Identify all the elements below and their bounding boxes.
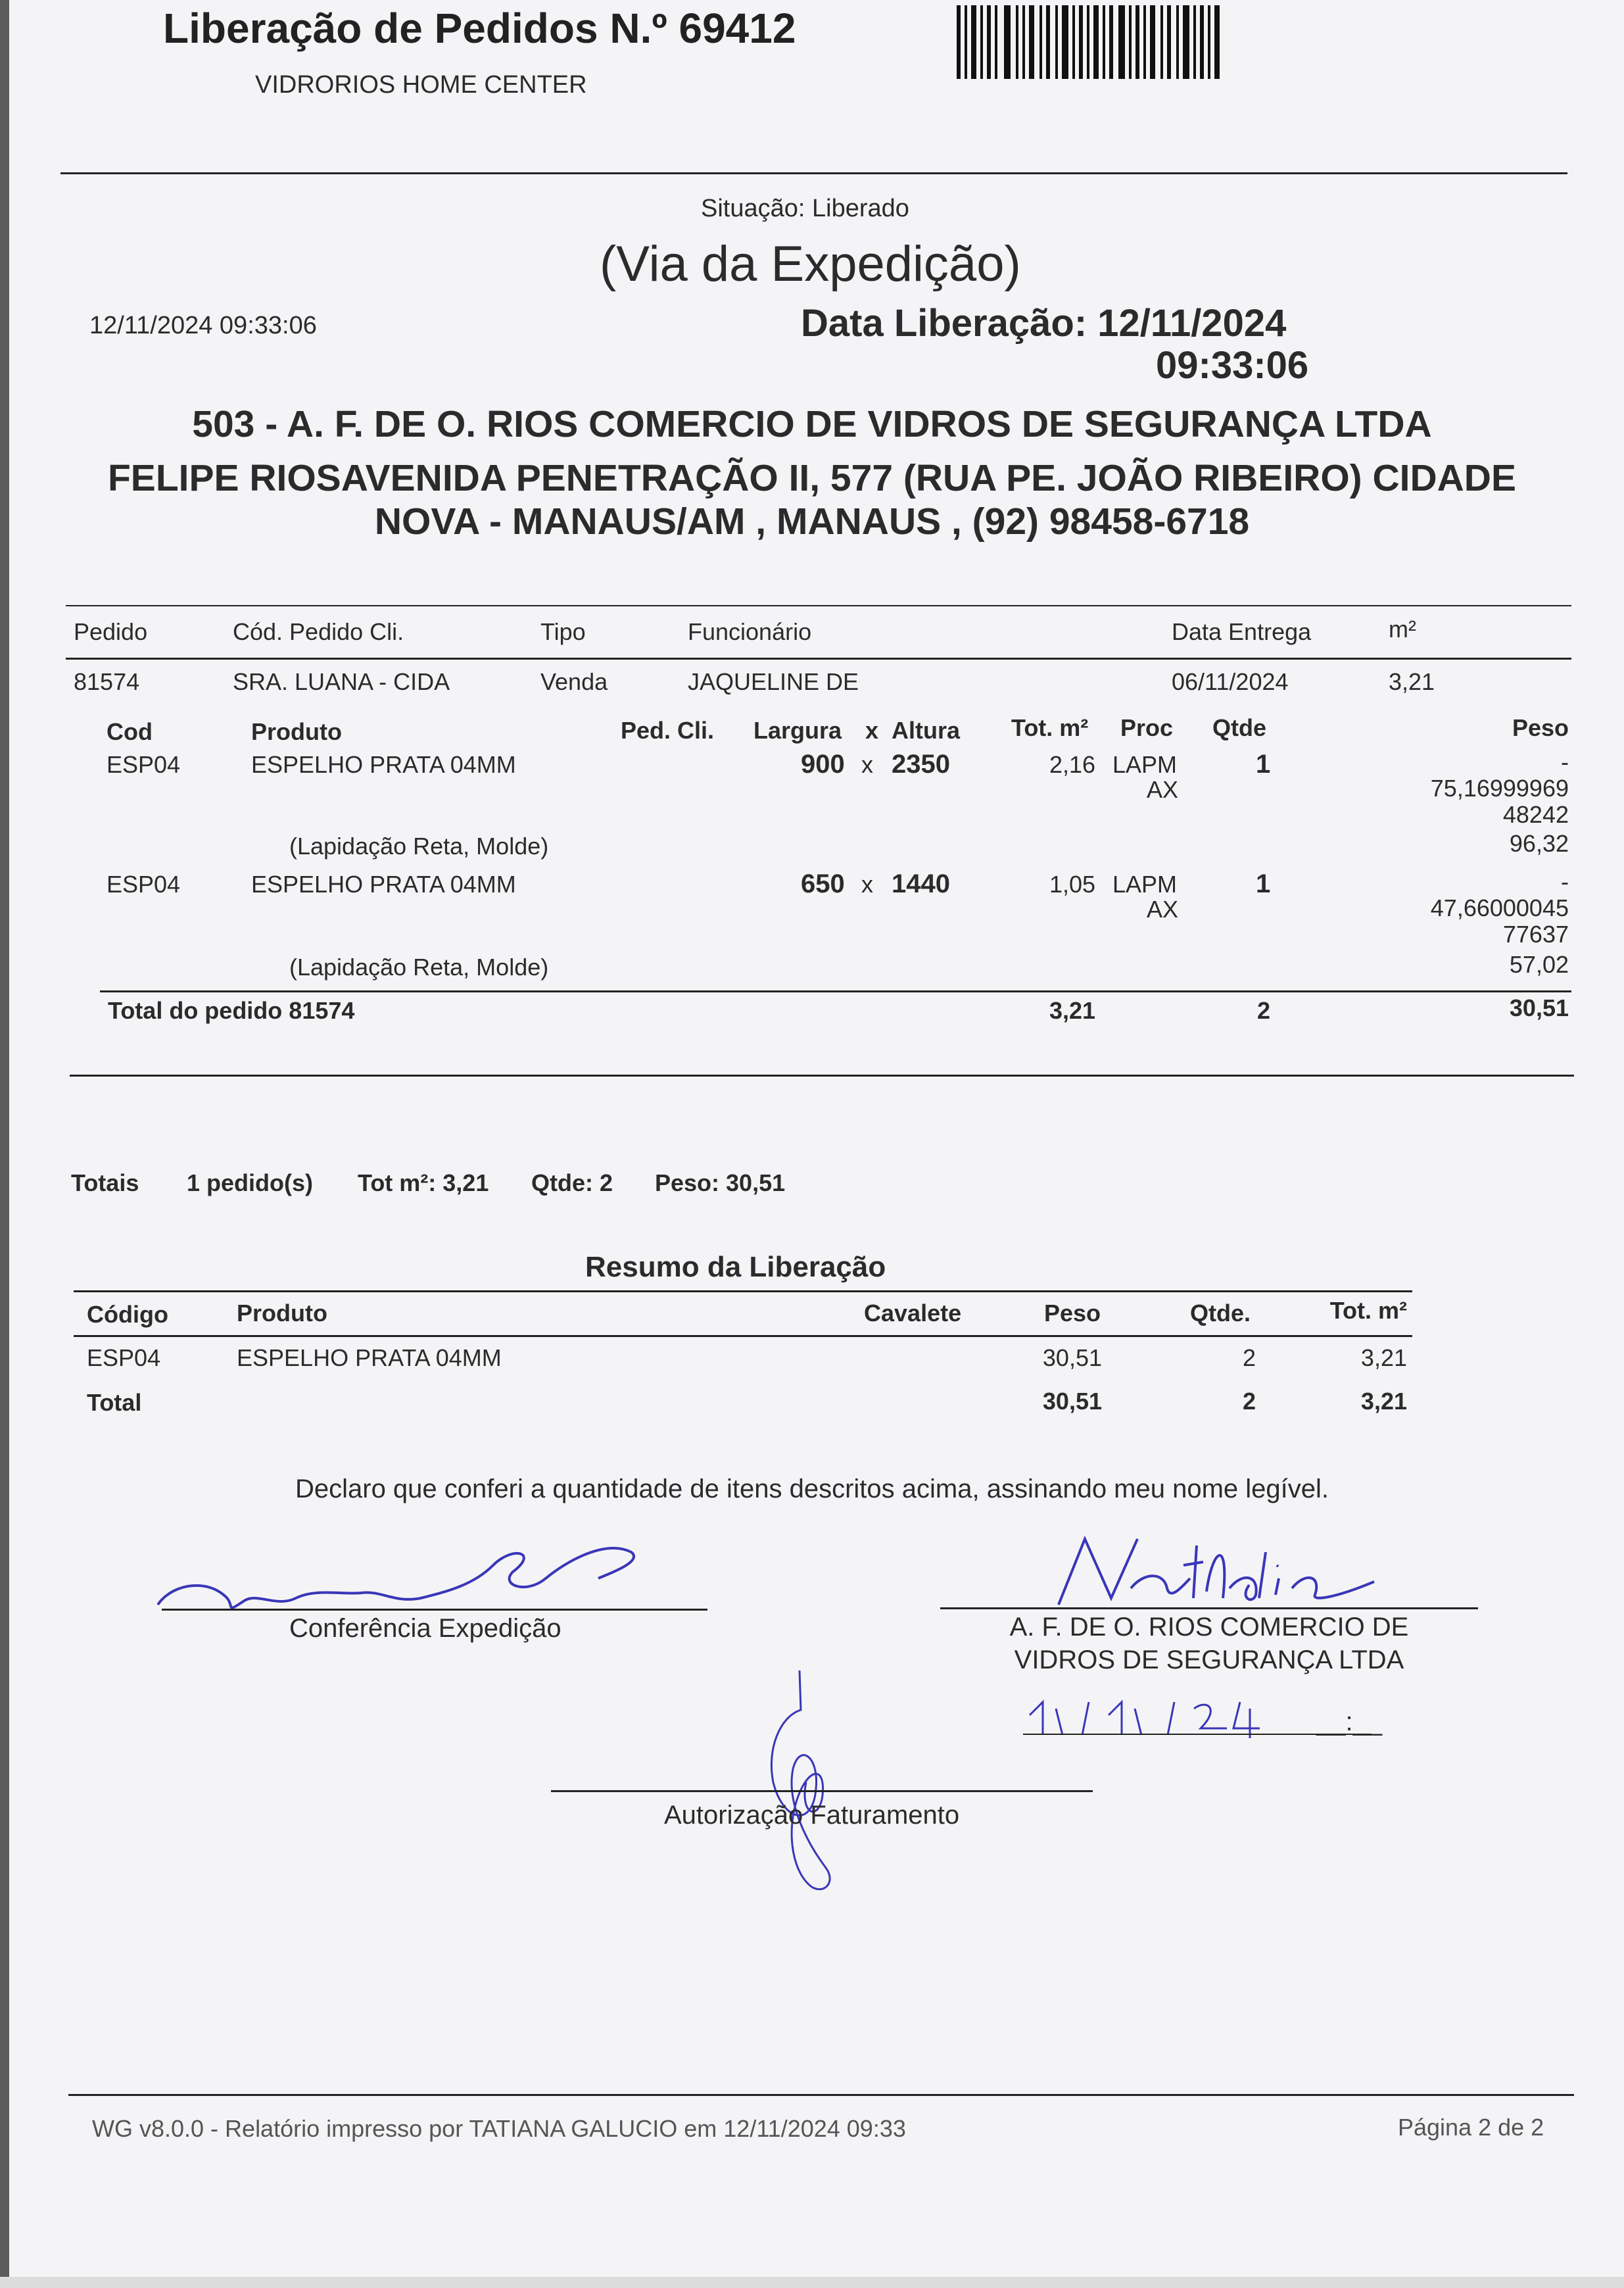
scan-edge bbox=[0, 0, 9, 2288]
items-bottom-rule bbox=[70, 1075, 1574, 1077]
totais-tot-m2: Tot m²: 3,21 bbox=[358, 1169, 489, 1196]
item-proc-2: AX bbox=[1147, 776, 1179, 803]
item-x: x bbox=[861, 871, 873, 898]
item-tot-m2: 1,05 bbox=[1049, 871, 1096, 898]
client-address-line1: FELIPE RIOSAVENIDA PENETRAÇÃO II, 577 (RUA PE. JOÃO RIBEIRO) CIDADE bbox=[107, 457, 1516, 499]
item-header-ped-cli: Ped. Cli. bbox=[621, 717, 715, 744]
order-m2: 3,21 bbox=[1389, 668, 1435, 695]
date-time-blank: __:__ bbox=[1316, 1707, 1383, 1736]
autorizacao-signature bbox=[753, 1670, 846, 1894]
col-header-data-entrega: Data Entrega bbox=[1172, 618, 1312, 645]
company-name: VIDRORIOS HOME CENTER bbox=[255, 71, 587, 99]
resumo-qtde: 2 bbox=[1242, 1344, 1256, 1371]
resumo-header-tot-m2: Tot. m² bbox=[1329, 1297, 1407, 1324]
order-funcionario: JAQUELINE DE bbox=[688, 668, 859, 695]
footer-rule bbox=[68, 2094, 1574, 2096]
item-produto: ESPELHO PRATA 04MM bbox=[251, 871, 516, 898]
item-largura: 900 bbox=[801, 750, 845, 779]
order-data-entrega: 06/11/2024 bbox=[1172, 668, 1289, 695]
col-header-funcionario: Funcionário bbox=[688, 618, 812, 645]
scan-edge-bottom bbox=[0, 2277, 1624, 2288]
print-timestamp: 12/11/2024 09:33:06 bbox=[89, 312, 317, 339]
col-header-pedido: Pedido bbox=[74, 618, 148, 645]
resumo-total-label: Total bbox=[87, 1389, 142, 1416]
item-peso-total: 57,02 bbox=[1509, 951, 1569, 978]
item-note: (Lapidação Reta, Molde) bbox=[289, 954, 549, 981]
item-peso-value: 47,66000045 bbox=[1430, 894, 1569, 921]
item-note: (Lapidação Reta, Molde) bbox=[289, 833, 549, 860]
resumo-header-qtde: Qtde. bbox=[1190, 1300, 1251, 1327]
barcode bbox=[957, 5, 1220, 79]
order-total-qtde: 2 bbox=[1257, 997, 1271, 1024]
resumo-header-peso: Peso bbox=[1044, 1300, 1101, 1327]
col-header-tipo: Tipo bbox=[540, 618, 586, 645]
item-peso-dash: - bbox=[1561, 868, 1569, 895]
item-header-peso: Peso bbox=[1512, 714, 1569, 741]
empresa-signature bbox=[1032, 1526, 1400, 1618]
resumo-total-tot-m2: 3,21 bbox=[1360, 1388, 1407, 1415]
col-header-m2: m² bbox=[1389, 616, 1416, 643]
item-header-x: x bbox=[865, 717, 879, 744]
data-liberacao-time: 09:33:06 bbox=[1156, 344, 1309, 387]
header-divider bbox=[60, 172, 1567, 174]
order-pedido: 81574 bbox=[74, 668, 140, 695]
conferencia-signature-line bbox=[162, 1609, 707, 1611]
resumo-produto: ESPELHO PRATA 04MM bbox=[237, 1344, 502, 1371]
item-header-altura: Altura bbox=[892, 717, 961, 744]
item-peso-value-cont: 48242 bbox=[1502, 801, 1569, 828]
item-peso-dash: - bbox=[1561, 748, 1569, 775]
item-cod: ESP04 bbox=[107, 751, 181, 778]
via-label: (Via da Expedição) bbox=[600, 236, 1021, 292]
item-proc: LAPM bbox=[1112, 871, 1178, 898]
order-table-top-rule bbox=[66, 605, 1571, 606]
item-header-qtde: Qtde bbox=[1212, 714, 1267, 741]
item-tot-m2: 2,16 bbox=[1049, 751, 1096, 778]
item-peso-total: 96,32 bbox=[1509, 830, 1569, 857]
resumo-codigo: ESP04 bbox=[87, 1344, 161, 1371]
autorizacao-signature-line bbox=[551, 1790, 1093, 1792]
item-cod: ESP04 bbox=[107, 871, 181, 898]
declaration-text: Declaro que conferi a quantidade de itens descritos acima, assinando meu nome legível. bbox=[295, 1474, 1329, 1503]
item-header-tot-m2: Tot. m² bbox=[1011, 714, 1089, 741]
data-liberacao: Data Liberação: 12/11/2024 bbox=[801, 302, 1287, 345]
resumo-title: Resumo da Liberação bbox=[585, 1251, 886, 1283]
item-produto: ESPELHO PRATA 04MM bbox=[251, 751, 516, 778]
item-proc: LAPM bbox=[1112, 751, 1178, 778]
order-total-peso: 30,51 bbox=[1509, 994, 1569, 1021]
resumo-header-cavalete: Cavalete bbox=[864, 1300, 962, 1327]
item-altura: 2350 bbox=[892, 750, 950, 779]
client-address-line2: NOVA - MANAUS/AM , MANAUS , (92) 98458-6718 bbox=[374, 500, 1250, 543]
totais-qtde: Qtde: 2 bbox=[531, 1169, 613, 1196]
resumo-header-produto: Produto bbox=[237, 1300, 327, 1327]
item-altura: 1440 bbox=[892, 869, 950, 898]
item-peso-value-cont: 77637 bbox=[1502, 921, 1569, 948]
page-number: Página 2 de 2 bbox=[1398, 2114, 1544, 2141]
resumo-mid-rule bbox=[74, 1335, 1412, 1337]
col-header-cod-pedido-cli: Cód. Pedido Cli. bbox=[233, 618, 404, 645]
order-total-m2: 3,21 bbox=[1049, 997, 1096, 1024]
client-name: 503 - A. F. DE O. RIOS COMERCIO DE VIDROS DE SEGURANÇA LTDA bbox=[192, 403, 1432, 445]
item-x: x bbox=[861, 751, 873, 778]
autorizacao-label: Autorização Faturamento bbox=[664, 1801, 960, 1830]
items-total-rule bbox=[100, 990, 1571, 992]
item-header-proc: Proc bbox=[1120, 714, 1174, 741]
document-title: Liberação de Pedidos N.º 69412 bbox=[163, 5, 796, 52]
item-peso-value: 75,16999969 bbox=[1430, 775, 1569, 802]
resumo-peso: 30,51 bbox=[1042, 1344, 1102, 1371]
empresa-signature-line bbox=[940, 1607, 1478, 1609]
resumo-header-codigo: Código bbox=[87, 1301, 168, 1328]
item-qtde: 1 bbox=[1256, 869, 1271, 898]
item-largura: 650 bbox=[801, 869, 845, 898]
order-cod-pedido-cli: SRA. LUANA - CIDA bbox=[233, 668, 450, 695]
item-header-cod: Cod bbox=[107, 718, 153, 745]
item-header-largura: Largura bbox=[753, 717, 842, 744]
order-table-mid-rule bbox=[66, 658, 1571, 660]
resumo-top-rule bbox=[74, 1290, 1412, 1292]
empresa-name-line2: VIDROS DE SEGURANÇA LTDA bbox=[1014, 1645, 1404, 1674]
item-proc-2: AX bbox=[1147, 896, 1179, 923]
item-header-produto: Produto bbox=[251, 718, 342, 745]
totais-peso: Peso: 30,51 bbox=[655, 1169, 786, 1196]
situacao-label: Situação: Liberado bbox=[701, 195, 909, 222]
totais-label: Totais bbox=[71, 1169, 139, 1196]
totais-pedidos: 1 pedido(s) bbox=[187, 1169, 314, 1196]
item-qtde: 1 bbox=[1256, 750, 1271, 779]
resumo-tot-m2: 3,21 bbox=[1360, 1344, 1407, 1371]
conferencia-label: Conferência Expedição bbox=[289, 1614, 561, 1643]
resumo-total-qtde: 2 bbox=[1242, 1388, 1256, 1415]
order-total-label: Total do pedido 81574 bbox=[108, 997, 355, 1024]
footer-print-info: WG v8.0.0 - Relatório impresso por TATIANA GALUCIO em 12/11/2024 09:33 bbox=[92, 2115, 906, 2142]
order-tipo: Venda bbox=[540, 668, 608, 695]
empresa-name-line1: A. F. DE O. RIOS COMERCIO DE bbox=[1009, 1613, 1409, 1642]
resumo-total-peso: 30,51 bbox=[1042, 1388, 1102, 1415]
